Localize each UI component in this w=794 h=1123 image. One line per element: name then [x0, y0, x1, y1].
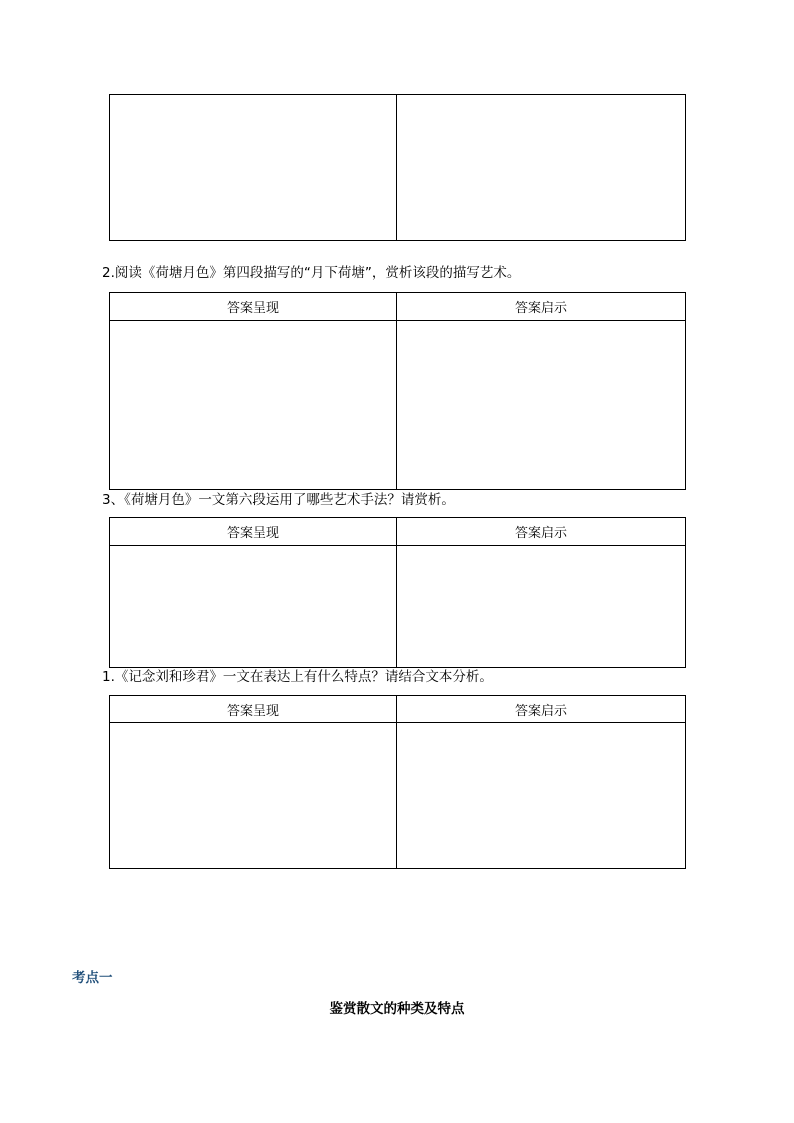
answer-cell-presentation[interactable] [110, 723, 397, 869]
answer-cell-presentation[interactable] [110, 546, 397, 668]
question-3: 3、《荷塘月色》一文第六段运用了哪些艺术手法？请赏析。 [102, 492, 455, 508]
answer-table-q3 [109, 517, 686, 668]
answer-cell-insight[interactable] [397, 321, 686, 490]
section-title: 鉴赏散文的种类及特点 [329, 1001, 465, 1017]
header-answer-presentation: 答案呈现 [110, 696, 397, 723]
answer-table-q1 [109, 695, 686, 869]
answer-table-q2 [109, 292, 686, 490]
answer-table-continued [109, 94, 686, 241]
header-answer-presentation: 答案呈现 [110, 518, 397, 546]
header-answer-insight: 答案启示 [397, 293, 686, 321]
answer-cell-insight[interactable] [397, 546, 686, 668]
answer-cell-presentation[interactable] [110, 95, 397, 241]
answer-cell-presentation[interactable] [110, 321, 397, 490]
header-answer-presentation: 答案呈现 [110, 293, 397, 321]
answer-cell-insight[interactable] [397, 95, 686, 241]
header-answer-insight: 答案启示 [397, 518, 686, 546]
question-2: 2.阅读《荷塘月色》第四段描写的“月下荷塘”，赏析该段的描写艺术。 [102, 265, 521, 281]
header-answer-insight: 答案启示 [397, 696, 686, 723]
answer-cell-insight[interactable] [397, 723, 686, 869]
section-label: 考点一 [72, 970, 113, 986]
question-1: 1.《记念刘和珍君》一文在表达上有什么特点？请结合文本分析。 [102, 669, 493, 685]
